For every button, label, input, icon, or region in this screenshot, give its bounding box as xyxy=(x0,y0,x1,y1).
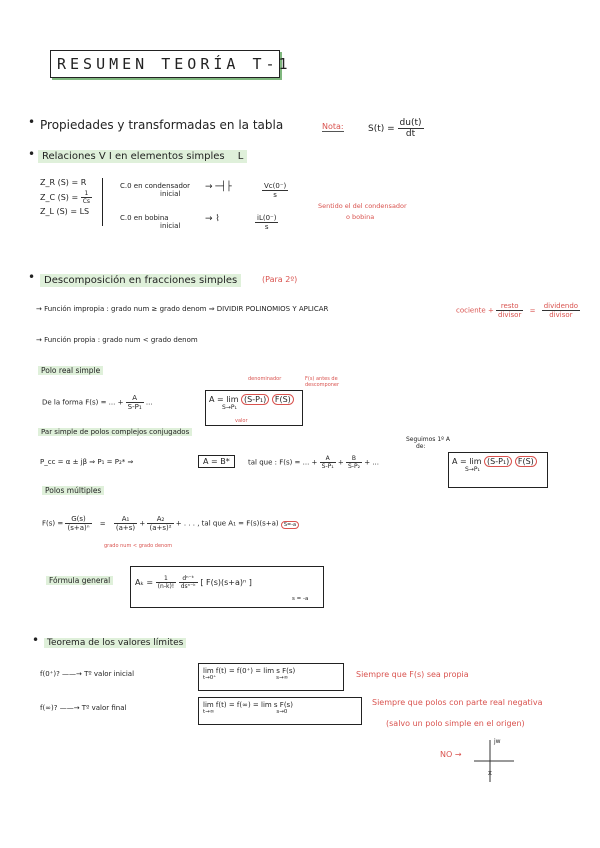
valor-inicial-box: lim f(t) = f(0⁺) = lim s F(s) t→0⁺ s→∞ xyxy=(198,663,344,691)
pcc-formula: P_cc = α ± jβ ⇒ P₁ = P₂* ⇒ xyxy=(40,458,134,466)
nota-label: Nota: xyxy=(322,122,344,131)
valor-final-box: lim f(t) = f(∞) = lim s F(s) t→∞ s→0 xyxy=(198,697,362,725)
formula-general-heading: Fórmula general xyxy=(46,576,113,585)
par-simple-heading: Par simple de polos complejos conjugados xyxy=(38,428,192,436)
annotation-fnat: F(s) antes de descomponer xyxy=(305,376,340,388)
annotation-denominador: denominador xyxy=(248,376,282,382)
inductor-symbol: → ⌇ xyxy=(205,214,220,224)
polos-multiples-formula: F(s) = $\frac{G(s)}{\text{(s+a)ⁿ}}$ = $\frac{\text{A₁}}{(a+s)}$ + $\frac{\text{A₂}}{\text{(a+s)²}}$ + . . . , tal que A₁ = F(s)(s+a) S=-a xyxy=(42,515,299,532)
no-label: NO → xyxy=(440,750,462,759)
pcc-box: A = lim (S-P₁) F(S) S→P₁ xyxy=(448,452,548,488)
polo-real-box: A = lim (S-P₁) F(S) S→P₁ xyxy=(205,390,303,426)
side-note: Sentido el del condensador o bobina xyxy=(318,202,407,221)
section-heading-relations: Relaciones V I en elementos simples L xyxy=(38,150,247,163)
pole-mark: x xyxy=(487,769,493,777)
grado-note: grado num < grado denom xyxy=(104,543,173,549)
para-note: (Para 2º) xyxy=(262,275,298,284)
ci-bobina: C.0 en bobina inicial xyxy=(120,214,181,230)
section-heading-properties: Propiedades y transformadas en la tabla xyxy=(40,118,284,132)
valor-inicial-note: Siempre que F(s) sea propia xyxy=(356,670,469,679)
page-title: RESUMEN TEORÍA T-1 xyxy=(57,55,292,73)
formula-general-sub: s = -a xyxy=(292,596,309,602)
cociente-formula: cociente + $\frac{\text{resto}}{\text{divisor}}$ = $\frac{\text{dividendo}}{\text{divisor}}$ xyxy=(456,302,579,319)
formula-general-box: Aₖ = $\frac{1}{(n-k)!}$ $\frac{\text{dⁿ⁻ᵏ}}{\text{dsⁿ⁻ᵏ}}$ [ F(s)(s+a)ⁿ ] xyxy=(130,566,324,608)
bullet: • xyxy=(28,115,36,129)
bullet: • xyxy=(28,270,36,284)
capacitor-symbol: → ─┤├ xyxy=(205,182,232,192)
impedance-r: Z_R (S) = R xyxy=(40,178,87,187)
polo-real-heading: Polo real simple xyxy=(38,366,103,375)
nota-formula: S(t) = $\frac{du(t)}{dt}$ xyxy=(368,118,422,139)
seguimos-note: Seguimos 1º A de: xyxy=(406,436,450,450)
bullet: • xyxy=(32,633,40,647)
section-heading-fractions: Descomposición en fracciones simples xyxy=(40,274,241,287)
polo-real-formula: De la forma F(s) = ... + $\frac{A}{\text{S-P₁}}$ ... xyxy=(42,394,153,411)
valor-final: f(∞)? ——→ Tº valor final xyxy=(40,704,127,712)
bullet: • xyxy=(28,147,36,161)
funcion-propia: → Función propia : grado num < grado denom xyxy=(36,336,198,344)
jw-label: jw xyxy=(494,738,501,745)
impedance-box xyxy=(40,178,103,226)
impedance-l: Z_L (S) = LS xyxy=(40,207,90,216)
a-eq-b-box: A = B* xyxy=(198,455,235,468)
valor-inicial: f(0⁺)? ——→ Tº valor inicial xyxy=(40,670,135,678)
pcc-sum: tal que : F(s) = ... + $\frac{A}{\text{S-P₁}}$ + $\frac{B}{\text{S-P₂}}$ + ... xyxy=(248,455,379,470)
page-title-box xyxy=(50,50,292,78)
polos-multiples-heading: Polos múltiples xyxy=(42,486,104,495)
ci-bob-value: $\frac{iL(0^-)}{s}$ xyxy=(257,214,277,231)
valor-final-note: Siempre que polos con parte real negativa (salvo un polo simple en el origen) xyxy=(372,698,543,728)
ci-condensador: C.0 en condensador inicial xyxy=(120,182,191,198)
section-heading-limits: Teorema de los valores límites xyxy=(44,638,186,648)
impedance-c: Z_C (S) = $\frac{1}{Cs}$ xyxy=(40,190,91,205)
annotation-valor: valor xyxy=(235,418,248,424)
ci-cond-value: $\frac{Vc(0^-)}{s}$ xyxy=(264,182,287,199)
funcion-impropia: → Función impropia : grado num ≥ grado denom ⇒ DIVIDIR POLINOMIOS Y APLICAR xyxy=(36,305,329,313)
